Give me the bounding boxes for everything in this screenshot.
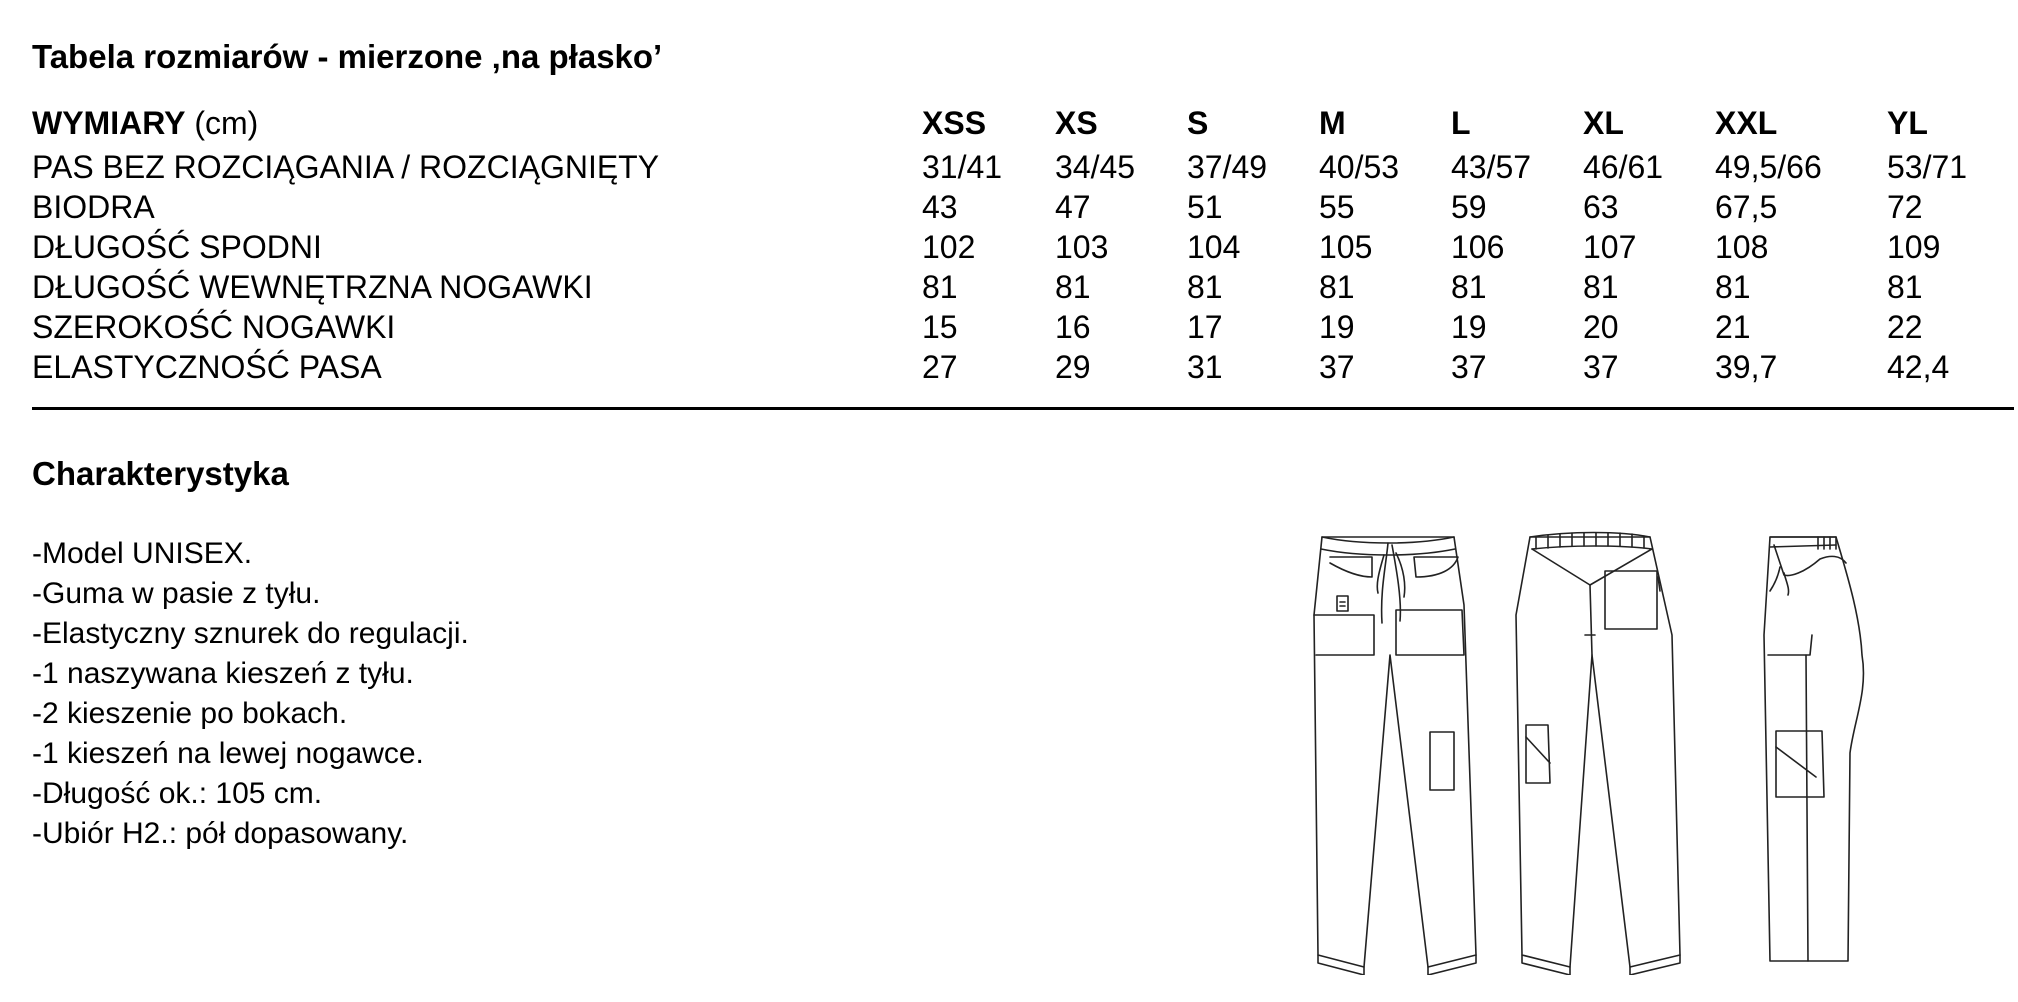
table-cell: 29	[1055, 349, 1091, 385]
table-row	[32, 149, 2012, 189]
row-label: DŁUGOŚĆ SPODNI	[32, 229, 322, 265]
table-cell: 81	[1887, 269, 1923, 305]
pants-side-icon	[1764, 537, 1863, 961]
page-title: Tabela rozmiarów - mierzone ‚na płasko’	[32, 38, 663, 75]
table-cell: 105	[1319, 229, 1373, 265]
list-item: -1 naszywana kieszeń z tyłu.	[32, 657, 414, 690]
pants-illustration	[1300, 515, 2000, 975]
table-cell: 109	[1887, 229, 1941, 265]
size-header: XSS	[922, 105, 987, 141]
size-header: XXL	[1715, 105, 1778, 141]
table-cell: 22	[1887, 309, 1923, 345]
table-cell: 72	[1887, 189, 1923, 225]
table-row	[32, 229, 2012, 269]
table-cell: 40/53	[1319, 149, 1400, 185]
size-header: YL	[1887, 105, 1928, 141]
table-cell: 81	[1187, 269, 1223, 305]
table-cell: 37	[1319, 349, 1355, 385]
dimensions-label: WYMIARY	[32, 105, 186, 141]
row-label: PAS BEZ ROZCIĄGANIA / ROZCIĄGNIĘTY	[32, 149, 660, 185]
table-cell: 16	[1055, 309, 1091, 345]
table-cell: 34/45	[1055, 149, 1136, 185]
table-cell: 27	[922, 349, 958, 385]
table-cell: 37	[1583, 349, 1619, 385]
table-cell: 37	[1451, 349, 1487, 385]
list-item: -2 kieszenie po bokach.	[32, 697, 348, 730]
table-cell: 31	[1187, 349, 1223, 385]
table-cell: 51	[1187, 189, 1223, 225]
list-item: -Elastyczny sznurek do regulacji.	[32, 617, 469, 650]
section-divider	[32, 407, 2014, 410]
table-row	[32, 349, 2012, 389]
table-cell: 81	[922, 269, 958, 305]
table-cell: 43/57	[1451, 149, 1532, 185]
table-cell: 31/41	[922, 149, 1003, 185]
table-cell: 19	[1451, 309, 1487, 345]
table-row	[32, 189, 2012, 229]
table-header-row	[32, 105, 2012, 149]
row-label: SZEROKOŚĆ NOGAWKI	[32, 309, 396, 345]
size-header: L	[1451, 105, 1471, 141]
pants-back-icon	[1516, 533, 1680, 976]
characteristics-title: Charakterystyka	[32, 455, 289, 492]
table-cell: 39,7	[1715, 349, 1778, 385]
table-cell: 47	[1055, 189, 1091, 225]
list-item: -Model UNISEX.	[32, 537, 253, 570]
table-cell: 53/71	[1887, 149, 1968, 185]
table-cell: 81	[1319, 269, 1355, 305]
list-item: -1 kieszeń na lewej nogawce.	[32, 737, 424, 770]
table-cell: 81	[1055, 269, 1091, 305]
table-cell: 55	[1319, 189, 1355, 225]
table-cell: 103	[1055, 229, 1109, 265]
size-header: XS	[1055, 105, 1098, 141]
row-label: ELASTYCZNOŚĆ PASA	[32, 349, 382, 385]
list-item: -Ubiór H2.: pół dopasowany.	[32, 817, 409, 850]
table-cell: 20	[1583, 309, 1619, 345]
size-header: M	[1319, 105, 1346, 141]
table-cell: 107	[1583, 229, 1637, 265]
table-cell: 19	[1319, 309, 1355, 345]
table-cell: 81	[1715, 269, 1751, 305]
table-cell: 37/49	[1187, 149, 1268, 185]
size-table	[32, 105, 2012, 389]
list-item: -Guma w pasie z tyłu.	[32, 577, 321, 610]
size-header: S	[1187, 105, 1209, 141]
table-cell: 59	[1451, 189, 1487, 225]
table-cell: 102	[922, 229, 976, 265]
table-cell: 81	[1451, 269, 1487, 305]
table-cell: 15	[922, 309, 958, 345]
row-label: DŁUGOŚĆ WEWNĘTRZNA NOGAWKI	[32, 269, 593, 305]
table-cell: 63	[1583, 189, 1619, 225]
table-cell: 106	[1451, 229, 1505, 265]
table-row	[32, 309, 2012, 349]
table-cell: 17	[1187, 309, 1223, 345]
table-cell: 42,4	[1887, 349, 1950, 385]
features-list	[32, 534, 469, 854]
table-cell: 46/61	[1583, 149, 1664, 185]
size-header: XL	[1583, 105, 1624, 141]
table-cell: 67,5	[1715, 189, 1778, 225]
table-cell: 49,5/66	[1715, 149, 1822, 185]
table-cell: 81	[1583, 269, 1619, 305]
pants-front-icon	[1314, 537, 1476, 975]
table-cell: 21	[1715, 309, 1751, 345]
table-cell: 108	[1715, 229, 1769, 265]
table-cell: 43	[922, 189, 958, 225]
unit-label: (cm)	[194, 105, 259, 141]
list-item: -Długość ok.: 105 cm.	[32, 777, 323, 810]
table-row	[32, 269, 2012, 309]
header-label	[32, 105, 258, 142]
table-cell: 104	[1187, 229, 1241, 265]
row-label: BIODRA	[32, 189, 155, 225]
